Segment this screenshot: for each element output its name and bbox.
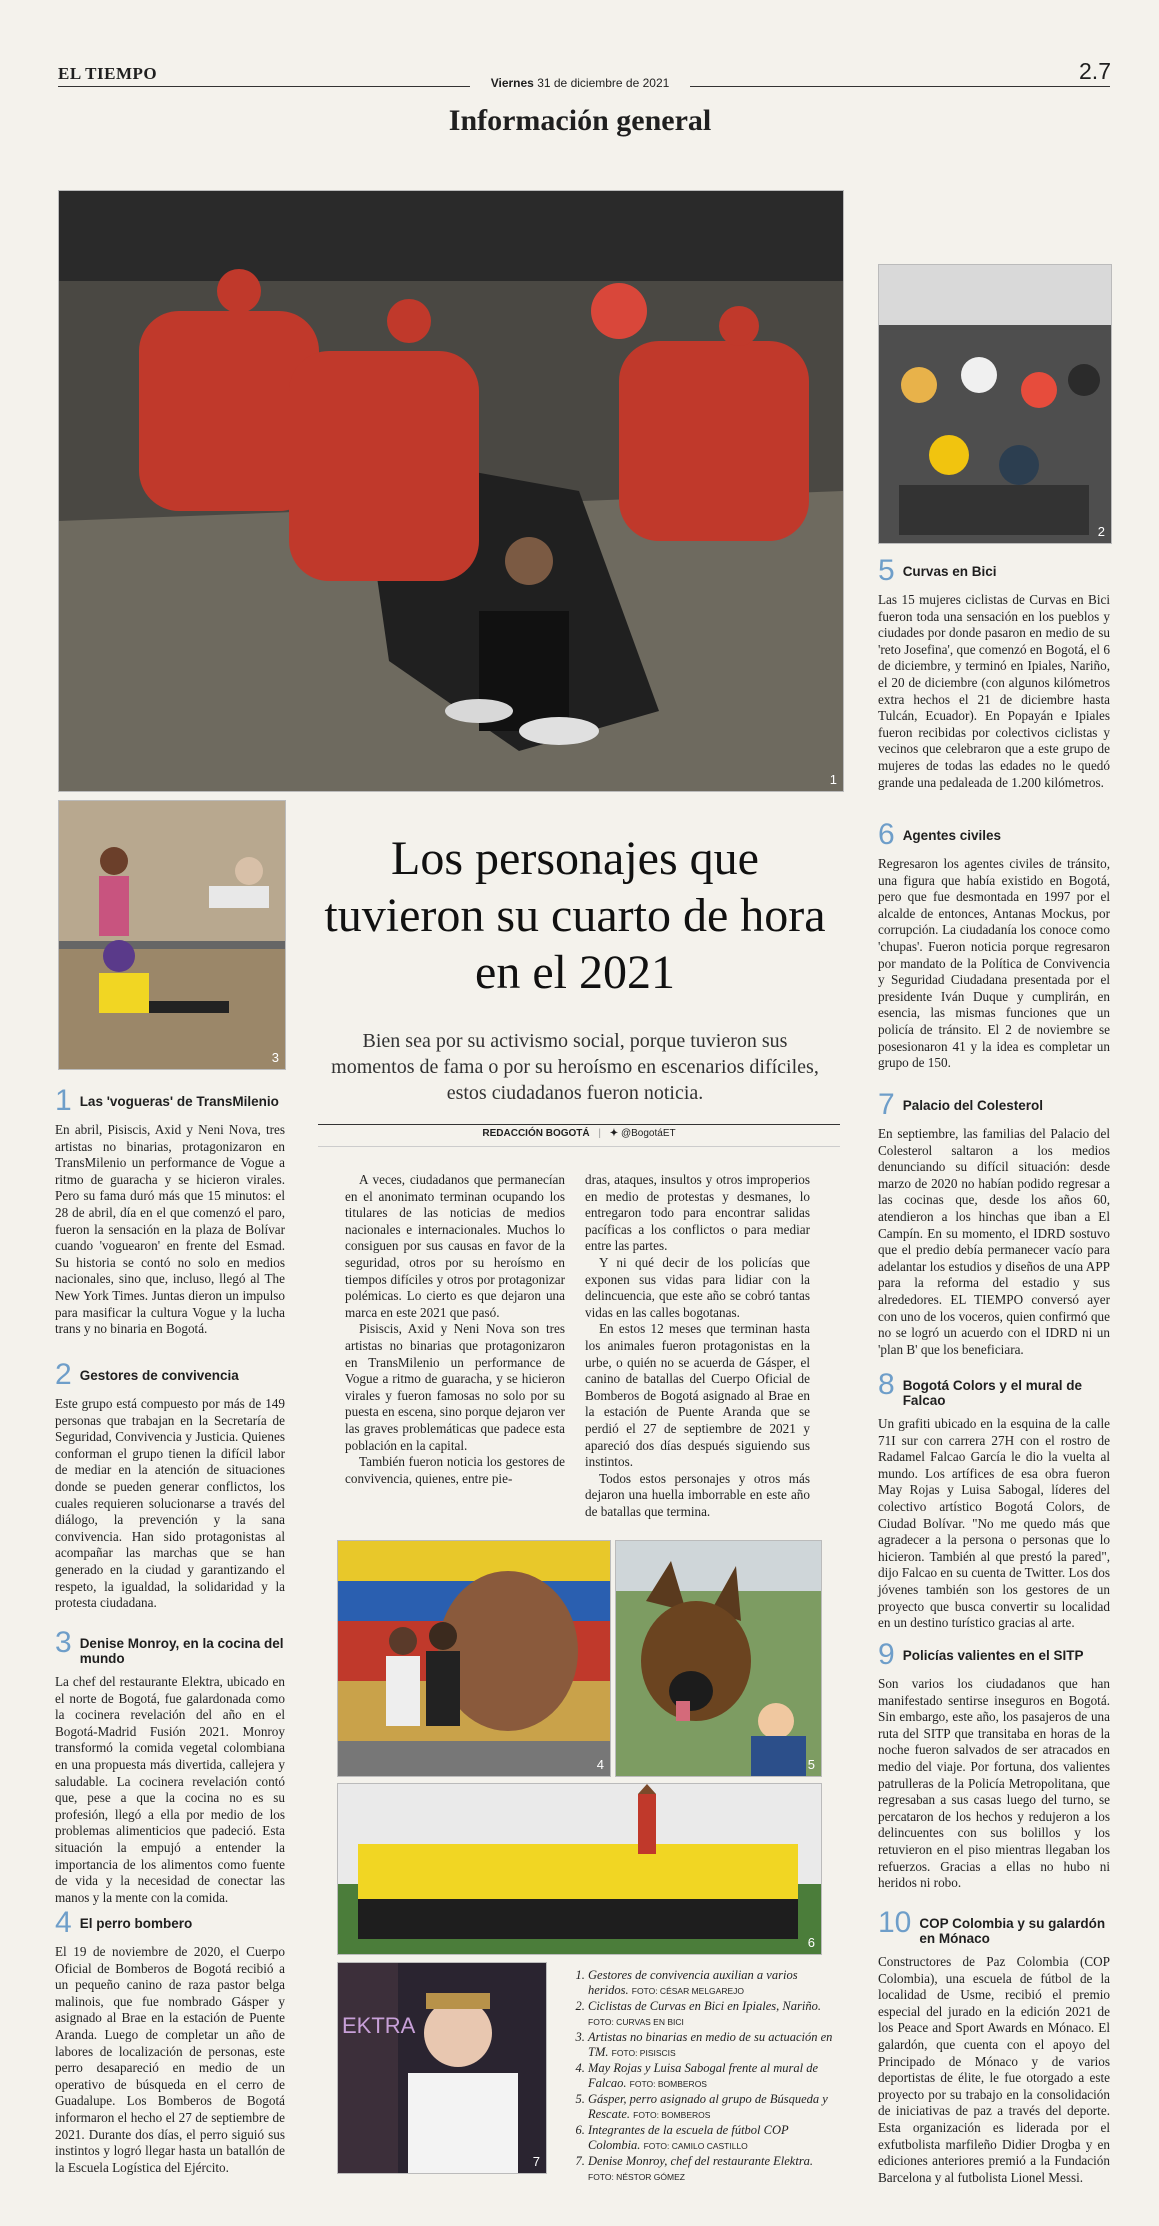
subhead: Bien sea por su activismo social, porque tuvieron sus momentos de fama o por su heroísmo en escenarios difíciles, estos ciudadanos fueron noticia. <box>331 1030 819 1104</box>
mural-illustration <box>338 1541 610 1776</box>
section-title: Palacio del Colesterol <box>902 1098 1043 1113</box>
intro-paragraph: Pisiscis, Axid y Neni Nova son tres artistas no binarias que protagonizaron en TransMilenio un performance de Vogue a ritmo de guaracha, y se hicieron virales y fueron famosas no solo por su puesta en escena, sino porque dejaron ver las graves problemáticas que padece esta población en la capital. <box>345 1321 565 1453</box>
section-title: Información general <box>448 104 712 137</box>
section-title: Curvas en Bici <box>902 564 997 579</box>
section-title: Las 'vogueras' de TransMilenio <box>79 1094 279 1109</box>
caption-item: 2. Ciclistas de Curvas en Bici en Ipiales, Nariño. FOTO: CURVAS EN BICI <box>588 1999 838 2030</box>
football-photo <box>337 1783 822 1955</box>
photo-number-6: 6 <box>807 1935 815 1950</box>
headline: Los personajes que tuvieron su cuarto de hora en el 2021 <box>324 832 826 999</box>
section-1 <box>55 1084 285 1338</box>
section-4 <box>55 1906 285 2176</box>
section-text: Un grafiti ubicado en la esquina de la calle 71I sur con carrera 27H con el rostro de Radamel Falcao García le dio la vuelta al mundo. Los artífices de esa obra fueron May Rojas y Luisa Sabogal, líderes del colectivo artístico Bogotá Colors, de Ciudad Bolívar. "No me quedo más que agradecer a la persona o personas que lo hicieron. También al que prestó la pared", dijo Falcao en su cuenta de Twitter. Los dos jóvenes también son los gestores de un proyecto que busca convertir su localidad en un destino turístico gracias al arte. <box>878 1416 1110 1631</box>
byline: REDACCIÓN BOGOTÁ | ✦ @BogotáET <box>482 1128 676 1139</box>
photo-number-3: 3 <box>271 1050 279 1065</box>
section-number: 9 <box>878 1638 895 1671</box>
dog-photo <box>615 1540 822 1777</box>
intro-paragraph: También fueron noticia los gestores de convivencia, quienes, entre pie- <box>345 1454 565 1486</box>
intro-column-2 <box>585 1172 810 1520</box>
section-number: 3 <box>55 1626 72 1659</box>
section-title: El perro bombero <box>79 1916 193 1931</box>
intro-paragraph: Y ni qué decir de los policías que exponen sus vidas para lidiar con la delincuencia, que este año se cobró tantas vidas en las calles bogotanas. <box>585 1254 810 1320</box>
caption-item: 7. Denise Monroy, chef del restaurante Elektra. FOTO: NÉSTOR GÓMEZ <box>588 2154 838 2185</box>
main-photo-illustration <box>59 191 843 791</box>
photo-number-4: 4 <box>596 1757 604 1772</box>
byline-author: REDACCIÓN BOGOTÁ <box>482 1128 590 1139</box>
section-number: 7 <box>878 1088 895 1121</box>
brand-logo: EL TIEMPO <box>58 64 158 83</box>
section-text: Las 15 mujeres ciclistas de Curvas en Bici fueron toda una sensación en los pueblos y ciudades por donde pasaron en medio de su 'reto Josefina', que comenzó en Bogotá, el 6 de diciembre, y terminó en Ipiales, Nariño, el 20 de diciembre (con algunos kilómetros extra hechos el 21 de diciembre hasta Tulcán, Ecuador). En Popayán e Ipiales fueron recibidas por colectivos ciclistas y vecinos que celebraron que a este grupo de mujeres de todas las edades no le quedó grande una pedaleada de 1.200 kilómetros. <box>878 592 1110 790</box>
section-text: En septiembre, las familias del Palacio del Colesterol saltaron a los medios denunciando su difícil situación: desde marzo de 2020 no habían podido regresar a las cocinas que, desde los años 60, atendieron a los hinchas que iban a El Campín. En su momento, el IDRD sostuvo que el predio debía permanecer vacío para adelantar los estudios y diseños de una APP para la reforma del estadio y sus alrededores. EL TIEMPO conversó ayer con uno de los voceros, quien confirmó que no se logró un acuerdo con el IDRD ni un 'plan B' que los beneficiara. <box>878 1126 1110 1357</box>
section-number: 8 <box>878 1368 895 1401</box>
header-date-day: Viernes <box>490 76 534 90</box>
section-9 <box>878 1638 1110 1892</box>
intro-paragraph: Todos estos personajes y otros más dejaron una huella imborrable en este año de batallas que termina. <box>585 1470 810 1519</box>
twitter-icon: ✦ <box>609 1128 619 1139</box>
section-title: Agentes civiles <box>902 828 1001 843</box>
section-number: 1 <box>55 1084 72 1117</box>
byline-rule <box>318 1124 840 1125</box>
chef-photo <box>337 1962 547 2174</box>
section-10 <box>878 1906 1110 2186</box>
section-number: 4 <box>55 1906 72 1939</box>
mural-photo <box>337 1540 611 1777</box>
page-number: 2.7 <box>1079 58 1111 84</box>
section-5 <box>878 554 1110 791</box>
section-text: La chef del restaurante Elektra, ubicado en el norte de Bogotá, fue galardonada como la cocinera revelación del año en el Bogotá-Madrid Fusión 2021. Monroy transformó la comida vegetal colombiana en una propuesta más divertida, callejera y saludable. La cocinera revelación contó que, pese a que la cocina no es su profesión, llegó a ella por medio de los problemas alimenticios que padeció. Esta situación la empujó a entender la importancia de los alimentos como fuente de vida y la necesidad de conectar las manos y la mente con la comida. <box>55 1674 285 1905</box>
section-title: COP Colombia y su galardón en Mónaco <box>919 1916 1106 1946</box>
cyclists-photo <box>878 264 1112 544</box>
vogueras-photo <box>58 800 286 1070</box>
cyclists-illustration <box>879 265 1111 543</box>
section-number: 10 <box>878 1906 912 1939</box>
section-text: El 19 de noviembre de 2020, el Cuerpo Oficial de Bomberos de Bogotá recibió a un pequeño canino de raza pastor belga malinois, que fue nombrado Gásper y asignado al Brae en la estación de Puente Aranda. Luego de completar un año de labores de localización de personas, este perro desapareció en medio de un operativo de búsqueda en el cerro de Guadalupe. Los Bomberos de Bogotá informaron el hecho el 27 de septiembre de 2021. Durante dos días, el perro siguió sus instintos y logró llegar hasta un batallón de la Escuela Logística del Ejército. <box>55 1944 285 2175</box>
section-text: Este grupo está compuesto por más de 149 personas que trabajan en la Secretaría de Seguridad, Convivencia y Justicia. Quienes conforman el grupo tienen la difícil labor de mediar en la atención de situaciones donde se pueden generar conflictos, los cuales requieren solucionarse a través del diálogo, la prevención y la sana convivencia. Han sido protagonistas al acompañar las marchas que se han generado en la ciudad y garantizando el respeto, la igualdad, la solidaridad y la protesta ciudadana. <box>55 1396 285 1611</box>
main-photo <box>58 190 844 792</box>
section-text: En abril, Pisiscis, Axid y Neni Nova, tres artistas no binarias, protagonizaron en TransMilenio un performance de Vogue a ritmo de guaracha y se hicieron virales. Pero su fama duró más que 15 minutos: el 28 de abril, día en el que comenzó el paro, fueron la sensación en la plaza de Bolívar cuando 'voguearon' en frente del Esmad. Su historia se contó no solo en medios nacionales, sino que, incluso, llegó al The New York Times. Juntas dieron un impulso para masificar la cultura Vogue y la lucha trans y no binaria en Bogotá. <box>55 1122 285 1337</box>
header-date-rest: 31 de diciembre de 2021 <box>537 76 670 90</box>
caption-item: 3. Artistas no binarias en medio de su actuación en TM. FOTO: PISISCIS <box>588 2030 838 2061</box>
caption-item: 6. Integrantes de la escuela de fútbol COP Colombia. FOTO: CAMILO CASTILLO <box>588 2123 838 2154</box>
caption-item: 4. May Rojas y Luisa Sabogal frente al mural de Falcao. FOTO: BOMBEROS <box>588 2061 838 2092</box>
section-title: Gestores de convivencia <box>79 1368 239 1383</box>
football-illustration <box>338 1784 821 1954</box>
intro-paragraph: A veces, ciudadanos que permanecían en el anonimato terminan ocupando los titulares de las noticias de medios nacionales e internacionales. Muchos lo consiguen por sus causas en favor de la seguridad, otros por su heroísmo en tiempos difíciles y otros por protagonizar polémicas. Lo cierto es que dejaron una marca en este 2021 que pasó. <box>345 1172 565 1320</box>
section-text: Son varios los ciudadanos que han manifestado sentirse inseguros en Bogotá. Sin embargo, este año, los pasajeros de una ruta del SITP que transitaba en horas de la noche fueron salvados de ser atracados en medio del viaje. Por fortuna, dos valientes patrulleras de la Policía Metropolitana, que regresaban a sus casas luego del turno, se percataron de los hechos y redujeron a los delincuentes con sus bolillos y los retuvieron en el piso mientras llegaban los refuerzos. Gracias a ellas no hubo ni heridos ni robo. <box>878 1676 1110 1891</box>
photo-number-5: 5 <box>807 1757 815 1772</box>
caption-item: 1. Gestores de convivencia auxilian a varios heridos. FOTO: CÉSAR MELGAREJO <box>588 1968 838 1999</box>
section-number: 2 <box>55 1358 72 1391</box>
section-title: Policías valientes en el SITP <box>902 1648 1084 1663</box>
dog-illustration <box>616 1541 821 1776</box>
section-text: Constructores de Paz Colombia (COP Colombia), una escuela de fútbol de la localidad de Usme, recibió el premio especial del jurado en la edición 2021 de los Peace and Sport Awards en Mónaco. El galardón, que cuenta con el apoyo del Principado de Mónaco y de varios deportistas de élite, le fue otorgado a este proyecto por su trabajo en la consolidación de iniciativas de paz a través del deporte. Esta organización es liderada por el exfutbolista marfileño Didier Drogba y en ediciones anteriores premió a la Fundación Barcelona y al futbolista Lionel Messi. <box>878 1954 1110 2185</box>
photo-number-1: 1 <box>829 772 837 787</box>
section-number: 5 <box>878 554 895 587</box>
section-number: 6 <box>878 818 895 851</box>
section-title: Denise Monroy, en la cocina del mundo <box>79 1636 284 1666</box>
photo-number-2: 2 <box>1097 524 1105 539</box>
intro-column-1 <box>345 1172 565 1487</box>
section-8 <box>878 1368 1110 1632</box>
section-2 <box>55 1358 285 1612</box>
photo-captions <box>570 1968 838 2185</box>
section-7 <box>878 1088 1110 1358</box>
byline-rule-bottom <box>318 1146 840 1147</box>
intro-paragraph: dras, ataques, insultos y otros improperios en medio de protestas y desmanes, lo entregaron todo para encontrar salidas pacíficas a los conflictos o para mediar entre las partes. <box>585 1172 810 1254</box>
section-title: Bogotá Colors y el mural de Falcao <box>902 1378 1082 1408</box>
vogueras-illustration <box>59 801 285 1069</box>
chef-illustration <box>338 1963 546 2173</box>
photo-number-7: 7 <box>532 2154 540 2169</box>
byline-handle: @BogotáET <box>620 1128 676 1139</box>
caption-item: 5. Gásper, perro asignado al grupo de Búsqueda y Rescate. FOTO: BOMBEROS <box>588 2092 838 2123</box>
section-6 <box>878 818 1110 1072</box>
section-3 <box>55 1626 285 1906</box>
header-date <box>470 76 690 90</box>
intro-paragraph: En estos 12 meses que terminan hasta los animales fueron protagonistas en la urbe, o quién no se acuerda de Gásper, el canino de batallas del Cuerpo Oficial de Bomberos de Bogotá asignado al Brae en la estación de Puente Aranda que se perdió el 27 de septiembre de 2021 y apareció dos días después siguiendo sus instintos. <box>585 1321 810 1470</box>
section-text: Regresaron los agentes civiles de tránsito, una figura que había existido en Bogotá, pero que fue desmontada en 1997 por el alcalde de entonces, Antanas Mockus, por corrupción. La ciudadanía los conoce como 'chupas'. Fueron noticia porque regresaron por mandato de la Política de Convivencia y Seguridad Ciudadana presentada por el presidente Iván Duque y cumplirán, en esencia, las mismas funciones que un policía de tránsito. El 2 de noviembre se posesionaron 41 y la idea es completar un grupo de 150. <box>878 856 1110 1071</box>
ektra-sign: EKTRA <box>342 2013 416 2038</box>
